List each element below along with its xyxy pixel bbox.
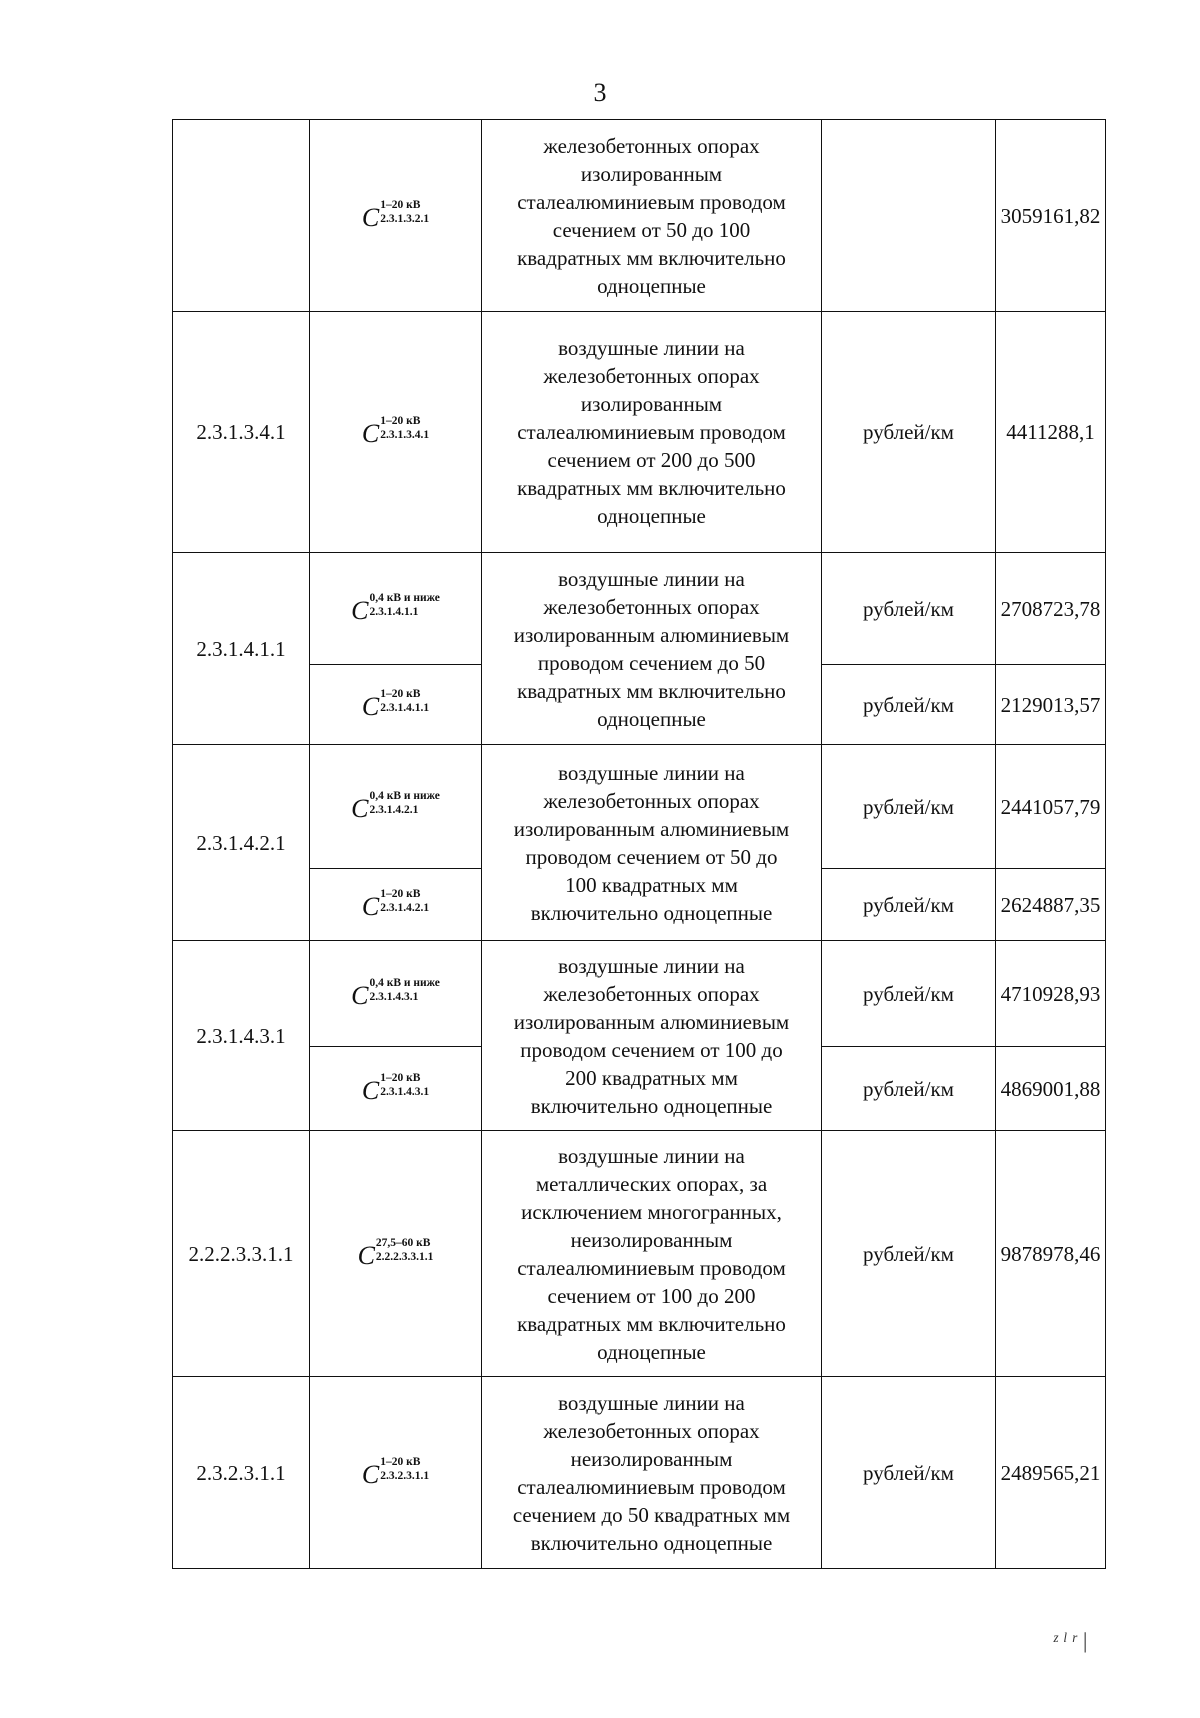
tariff-symbol [351,977,440,1009]
description-line: железобетонных опорах [543,788,760,813]
value-cell: 2489565,21 [996,1377,1106,1569]
symbol-cell [310,553,482,665]
symbol-superscript: 1–20 кВ [380,415,421,427]
description-line: проводом сечением от 100 до [520,1037,783,1062]
symbol-subscript: 2.3.1.3.4.1 [380,429,430,441]
value-cell: 2708723,78 [996,553,1106,665]
description-cell [482,120,822,312]
symbol-cell [310,745,482,869]
description-line: сталеалюминиевым проводом [517,189,786,214]
symbol-subscript: 2.3.1.4.1.1 [369,605,419,618]
symbol-subscript: 2.3.1.4.2.1 [380,901,430,914]
tariff-table [172,119,1106,1569]
description-line: одноцепные [597,504,706,528]
description-line: железобетонных опорах [543,133,760,158]
description-line: изолированным [580,161,723,186]
symbol-subscript: 2.3.1.4.2.1 [369,803,419,816]
code-cell: 2.2.2.3.3.1.1 [173,1131,310,1377]
description-line: исключением многогранных, [521,1199,782,1224]
symbol-letter: C [351,980,369,1010]
symbol-letter: C [361,1075,380,1105]
description-line: изолированным алюминиевым [513,816,790,841]
table-row [173,1377,1106,1569]
symbol-superscript: 0,4 кВ и ниже [369,976,440,989]
tariff-symbol [351,592,440,624]
description-cell [482,745,822,941]
description-line: включительно одноцепные [530,1093,773,1118]
tariff-symbol [358,1237,434,1269]
code-cell: 2.3.1.4.1.1 [173,553,310,745]
description-line: железобетонных опорах [543,364,760,388]
symbol-letter: C [361,202,380,232]
tariff-symbol [362,1456,429,1488]
symbol-indices [380,1456,429,1482]
description-line: сечением от 50 до 100 [552,217,751,242]
description-line: проводом сечением от 50 до [525,844,778,869]
code-cell [173,120,310,312]
description-line: сталеалюминиевым проводом [517,420,786,444]
value-cell: 9878978,46 [996,1131,1106,1377]
symbol-letter: C [361,1459,380,1489]
description-line: изолированным алюминиевым [513,1009,790,1034]
symbol-indices [380,415,429,441]
unit-cell: рублей/км [822,1377,996,1569]
unit-cell: рублей/км [822,665,996,745]
value-cell: 2129013,57 [996,665,1106,745]
unit-cell: рублей/км [822,312,996,553]
description-line: включительно одноцепные [530,1530,773,1555]
symbol-subscript: 2.2.2.3.3.1.1 [375,1250,434,1263]
description-line: сталеалюминиевым проводом [517,1255,786,1280]
symbol-superscript: 0,4 кВ и ниже [369,789,440,802]
description-line: воздушные линии на [558,336,745,360]
description-line: проводом сечением до 50 [537,650,766,675]
symbol-cell [310,120,482,312]
description-cell [482,1131,822,1377]
description-line: одноцепные [597,1339,706,1364]
description-line: неизолированным [570,1446,733,1471]
unit-cell: рублей/км [822,1131,996,1377]
code-cell: 2.3.2.3.1.1 [173,1377,310,1569]
description-cell [482,941,822,1131]
table-row [173,745,1106,869]
value-cell: 4411288,1 [996,312,1106,553]
symbol-subscript: 2.3.1.4.3.1 [380,1085,430,1098]
symbol-letter: C [361,691,380,721]
value-cell: 4869001,88 [996,1047,1106,1131]
symbol-indices [369,790,439,816]
value-cell: 4710928,93 [996,941,1106,1047]
symbol-cell [310,1131,482,1377]
symbol-cell [310,869,482,941]
description-line: воздушные линии на [558,566,745,591]
symbol-subscript: 2.3.1.3.2.1 [380,212,430,225]
description-line: воздушные линии на [558,953,745,978]
tariff-symbol [362,199,429,231]
tariff-symbol [362,415,429,447]
unit-cell: рублей/км [822,869,996,941]
symbol-indices [380,1072,429,1098]
symbol-letter: C [361,419,380,448]
symbol-superscript: 1–20 кВ [380,1071,421,1084]
symbol-letter: C [351,595,369,625]
unit-cell [822,120,996,312]
description-line: одноцепные [597,706,706,731]
description-line: металлических опорах, за [535,1171,768,1196]
description-cell [482,1377,822,1569]
description-line: квадратных мм включительно [517,476,786,500]
description-line: сталеалюминиевым проводом [517,1474,786,1499]
table-row [173,1131,1106,1377]
handwritten-mark: ᶻ ˡ ʳ | [1052,1628,1088,1653]
symbol-superscript: 1–20 кВ [380,687,421,700]
tariff-symbol [362,688,429,720]
description-line: железобетонных опорах [543,981,760,1006]
symbol-indices [369,977,439,1003]
symbol-letter: C [357,1240,375,1270]
symbol-superscript: 1–20 кВ [380,198,421,211]
description-line: одноцепные [597,273,706,298]
description-line: изолированным [580,392,723,416]
tariff-symbol [351,790,440,822]
symbol-cell [310,665,482,745]
tariff-symbol [362,888,429,920]
tariff-symbol [362,1072,429,1104]
symbol-subscript: 2.3.1.4.1.1 [380,701,430,714]
value-cell: 3059161,82 [996,120,1106,312]
symbol-subscript: 2.3.2.3.1.1 [380,1469,430,1482]
code-cell: 2.3.1.4.3.1 [173,941,310,1131]
code-cell: 2.3.1.3.4.1 [173,312,310,553]
symbol-superscript: 0,4 кВ и ниже [369,591,440,604]
symbol-cell [310,312,482,553]
table-row [173,553,1106,665]
symbol-superscript: 1–20 кВ [380,887,421,900]
unit-cell: рублей/км [822,941,996,1047]
description-line: железобетонных опорах [543,594,760,619]
symbol-indices [380,199,429,225]
symbol-subscript: 2.3.1.4.3.1 [369,990,419,1003]
symbol-letter: C [351,793,369,823]
description-line: воздушные линии на [558,1143,745,1168]
description-line: железобетонных опорах [543,1418,760,1443]
symbol-indices [376,1237,434,1263]
symbol-letter: C [361,891,380,921]
symbol-cell [310,1047,482,1131]
unit-cell: рублей/км [822,745,996,869]
description-line: воздушные линии на [558,760,745,785]
description-line: квадратных мм включительно [517,1311,786,1336]
description-cell [482,312,822,553]
symbol-superscript: 27,5–60 кВ [375,1236,431,1249]
description-line: сечением от 200 до 500 [547,448,756,472]
description-line: 100 квадратных мм [565,872,738,897]
code-cell: 2.3.1.4.2.1 [173,745,310,941]
value-cell: 2624887,35 [996,869,1106,941]
description-line: сечением до 50 квадратных мм [512,1502,791,1527]
description-line: неизолированным [570,1227,733,1252]
page-number: 3 [593,78,607,107]
description-line: изолированным алюминиевым [513,622,790,647]
description-line: 200 квадратных мм [565,1065,738,1090]
description-line: сечением от 100 до 200 [547,1283,756,1308]
table-row [173,941,1106,1047]
table-row [173,120,1106,312]
symbol-indices [380,888,429,914]
description-line: квадратных мм включительно [517,245,786,270]
table-row [173,312,1106,553]
unit-cell: рублей/км [822,553,996,665]
symbol-cell [310,1377,482,1569]
symbol-superscript: 1–20 кВ [380,1455,421,1468]
description-line: включительно одноцепные [530,900,773,925]
description-cell [482,553,822,745]
symbol-indices [380,688,429,714]
symbol-cell [310,941,482,1047]
description-line: квадратных мм включительно [517,678,786,703]
symbol-indices [369,592,439,618]
value-cell: 2441057,79 [996,745,1106,869]
unit-cell: рублей/км [822,1047,996,1131]
description-line: воздушные линии на [558,1390,745,1415]
